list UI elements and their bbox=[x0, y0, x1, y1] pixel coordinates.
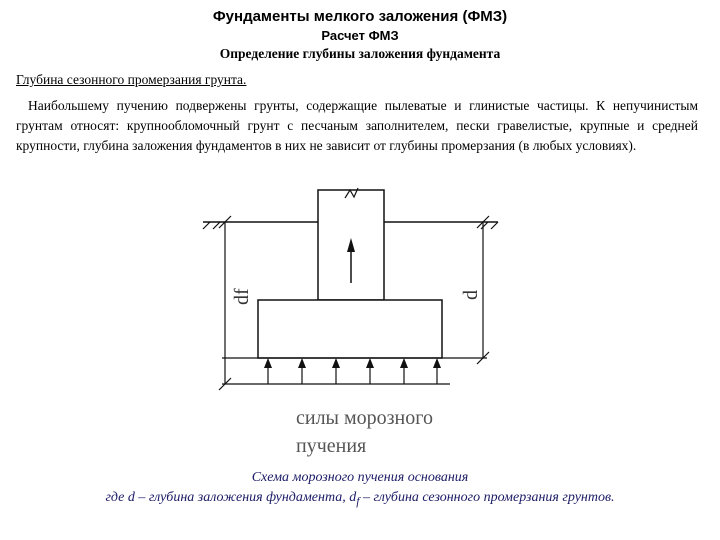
forces-label-line2: пучения bbox=[296, 435, 367, 457]
figure-caption: Схема морозного пучения основания bbox=[251, 470, 469, 485]
frost-force-arrows bbox=[264, 358, 441, 384]
d-label: d bbox=[460, 290, 482, 300]
section-paragraph: Наибольшему пучению подвержены грунты, содержащие пылеватые и глинистые частицы. К непучинистым грунтам относят: крупнообломочный грунт с песчаным заполнителем, пески гравелистые, крупные и средней крупности, глубина заложения фундаментов в них не зависит от глубины промерзания (в любых условиях). bbox=[16, 98, 698, 153]
df-label: df bbox=[231, 288, 253, 305]
dimension-df bbox=[219, 216, 253, 390]
legend-subscript: f bbox=[356, 494, 360, 508]
legend-part-b: – глубина сезонного промерзания грунтов. bbox=[359, 490, 615, 505]
page-subtitle: Расчет ФМЗ bbox=[321, 28, 399, 43]
forces-label-line1: силы морозного bbox=[296, 407, 433, 429]
legend-part-a: где d – глубина заложения фундамента, d bbox=[105, 490, 357, 505]
foundation-footing bbox=[258, 300, 442, 358]
page-heading: Определение глубины заложения фундамента bbox=[219, 46, 501, 61]
page-title: Фундаменты мелкого заложения (ФМЗ) bbox=[212, 8, 508, 25]
section-title: Глубина сезонного промерзания грунта. bbox=[16, 72, 247, 87]
figure-legend bbox=[0, 490, 720, 508]
dimension-d bbox=[460, 216, 489, 364]
